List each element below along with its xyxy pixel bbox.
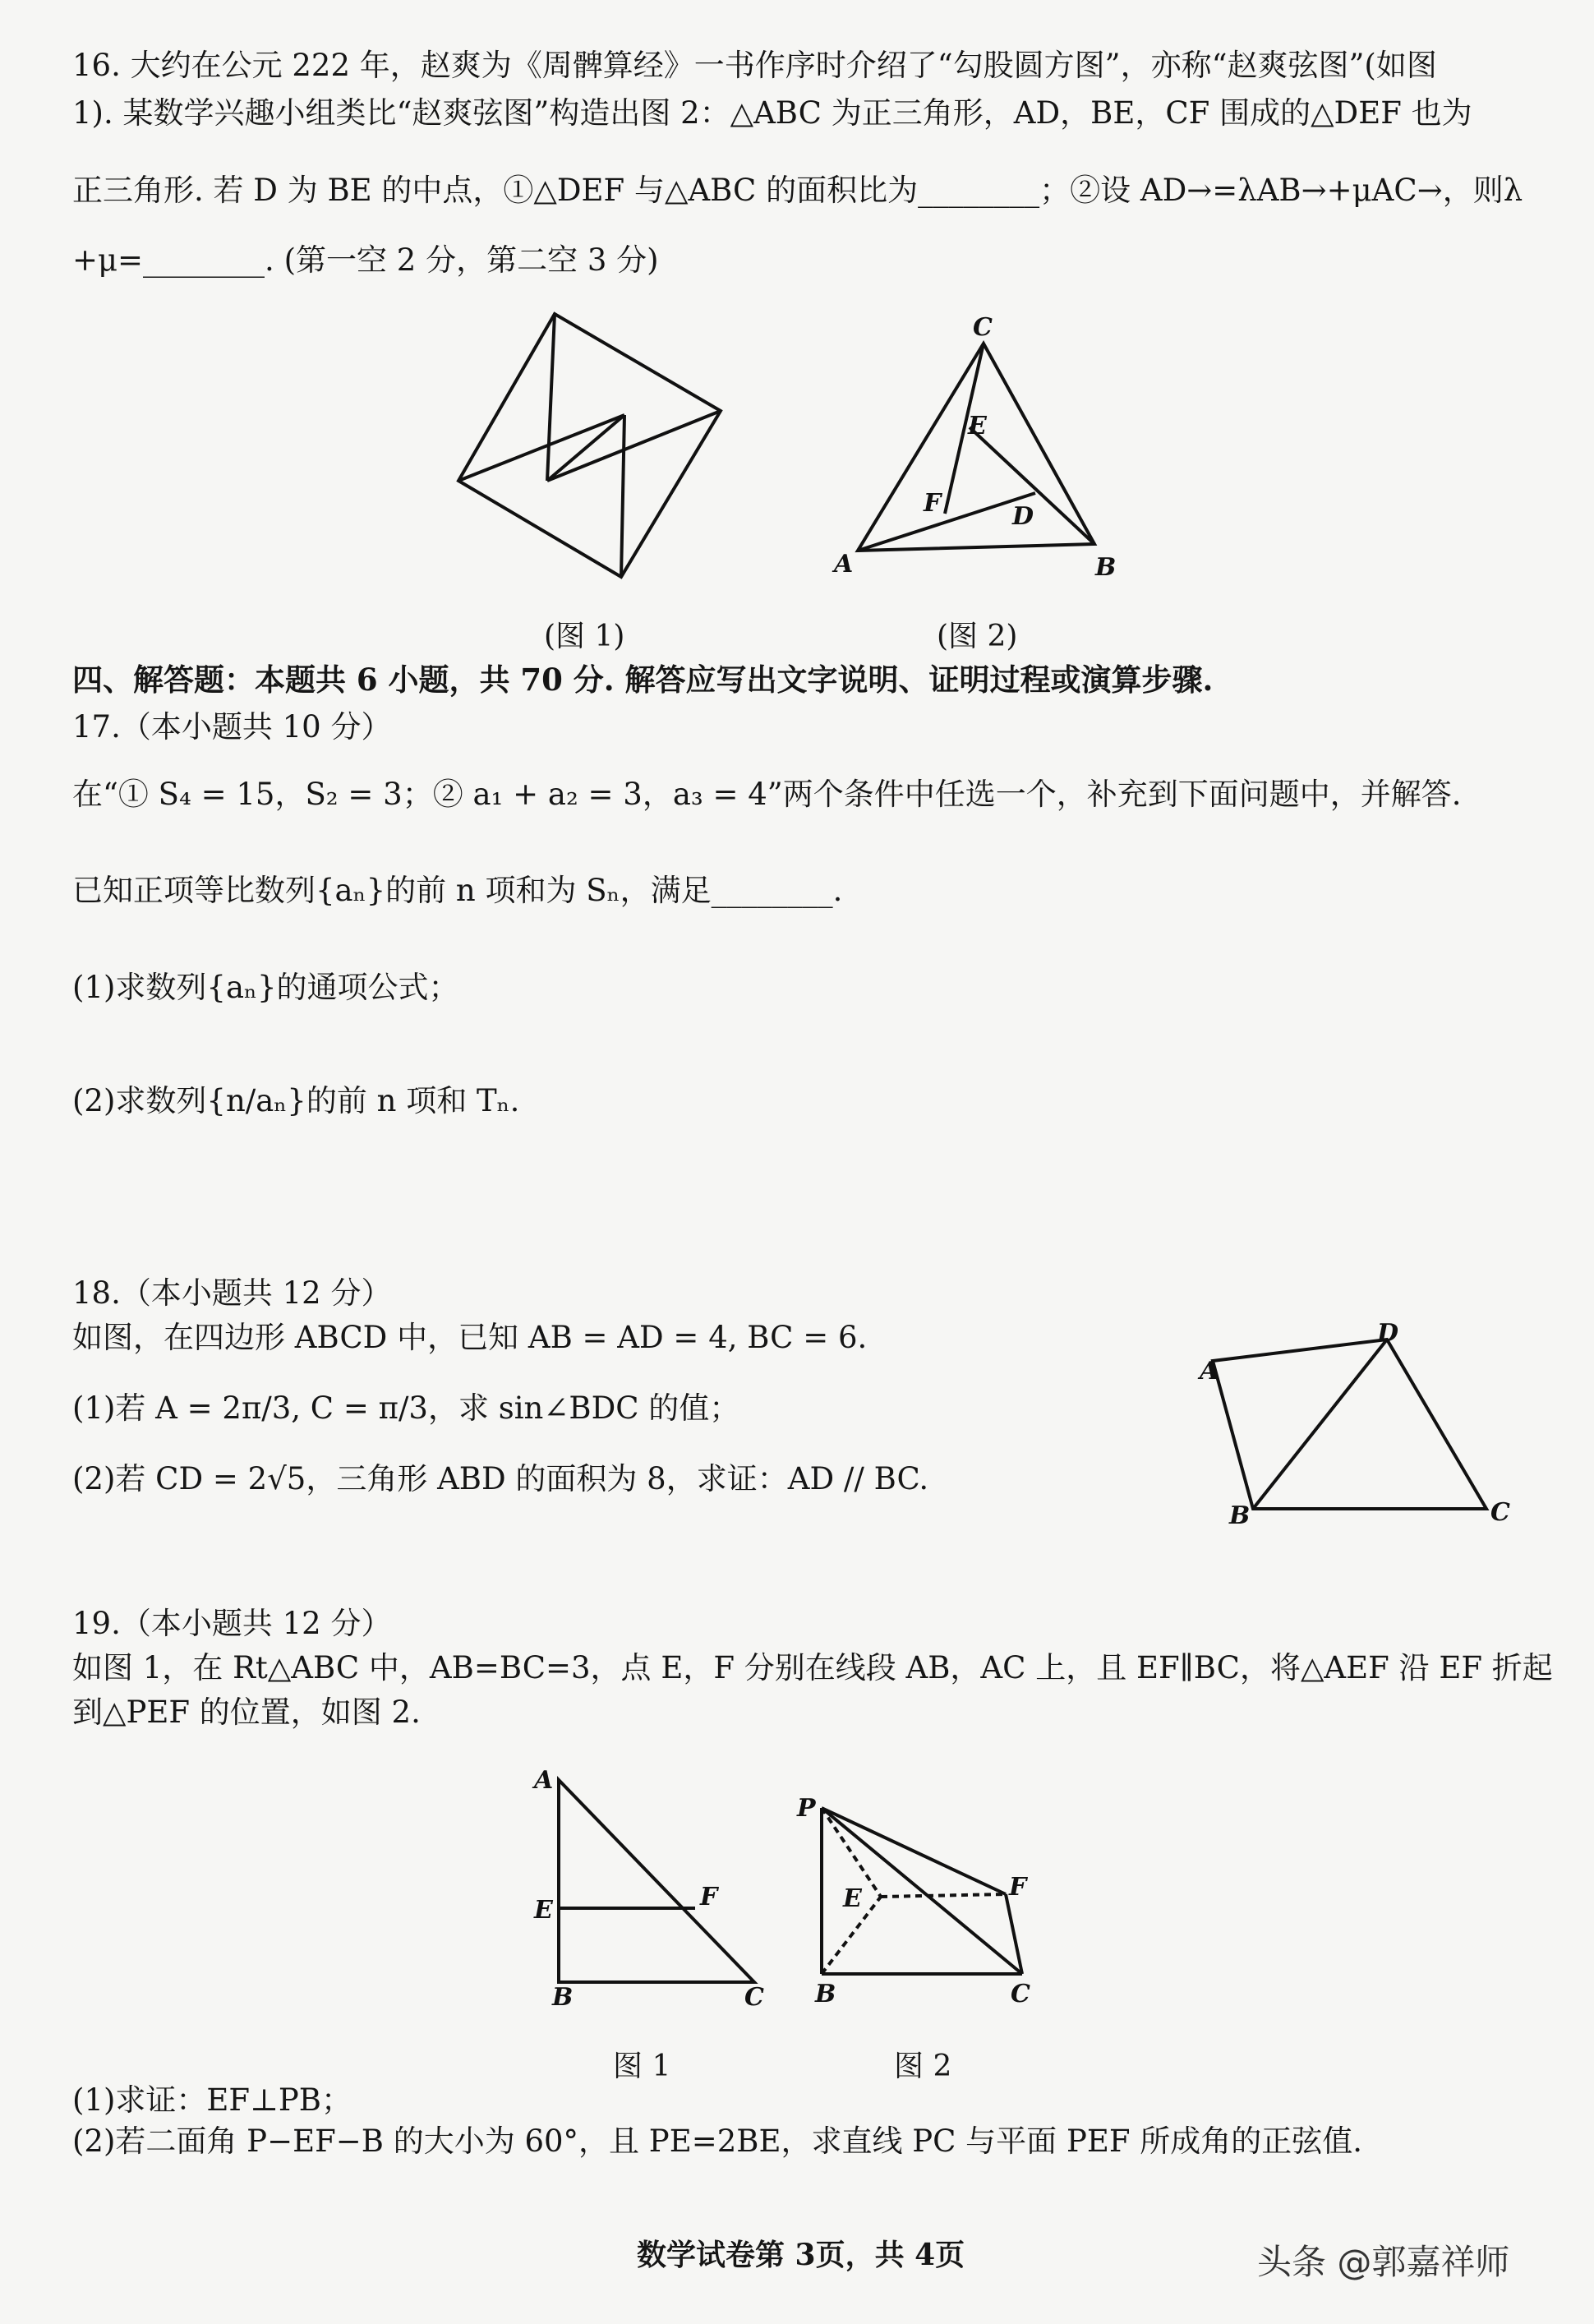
q16-line-3: 正三角形. 若 D 为 BE 的中点，①△DEF 与△ABC 的面积比为________；②设 AD→=λAB→+μAC→，则λ — [72, 173, 1523, 208]
label-B: B — [552, 1983, 574, 2012]
watermark: 头条 @郭嘉祥师 — [1257, 2242, 1510, 2282]
fig1-caption: (图 1) — [544, 620, 625, 653]
label-F: F — [700, 1883, 718, 1911]
label-A: A — [1200, 1357, 1219, 1386]
q19-line2: 到△PEF 的位置，如图 2. — [72, 1695, 421, 1730]
label-F: F — [1009, 1873, 1027, 1902]
q19-header: 19.（本小题共 12 分） — [72, 1606, 392, 1641]
zhao-shuang-figure — [458, 314, 721, 577]
q17-given: 已知正项等比数列{aₙ}的前 n 项和为 Sₙ，满足________. — [72, 873, 843, 908]
label-D: D — [1012, 502, 1034, 531]
q17-part2: (2)求数列{n/aₙ}的前 n 项和 Tₙ. — [72, 1083, 520, 1118]
q17-header: 17.（本小题共 10 分） — [72, 709, 392, 745]
q18-header: 18.（本小题共 12 分） — [72, 1275, 392, 1311]
label-A: A — [534, 1766, 554, 1795]
label-B: B — [815, 1980, 836, 2008]
q17-part1: (1)求数列{aₙ}的通项公式； — [72, 970, 459, 1005]
q19-line1: 如图 1，在 Rt△ABC 中，AB=BC=3，点 E，F 分别在线段 AB，AC 上，且 EF∥BC，将△AEF 沿 EF 折起 — [72, 1650, 1553, 1685]
q19-fig1-caption: 图 1 — [613, 2050, 671, 2083]
right-triangle-figure — [559, 1780, 754, 1982]
quadrilateral-figure — [1213, 1340, 1486, 1509]
section-heading: 四、解答题：本题共 6 小题，共 70 分. 解答应写出文字说明、证明过程或演算步骤. — [72, 662, 1214, 698]
page-footer: 数学试卷第 3页，共 4页 — [637, 2238, 965, 2272]
q19-part2: (2)若二面角 P−EF−B 的大小为 60°，且 PE=2BE，求直线 PC 与平面 PEF 所成角的正弦值. — [72, 2123, 1363, 2159]
q18-given: 如图，在四边形 ABCD 中，已知 AB = AD = 4, BC = 6. — [72, 1320, 868, 1355]
q19-fig2-caption: 图 2 — [894, 2050, 952, 2083]
q16-line-4: +μ=________. (第一空 2 分，第二空 3 分) — [72, 242, 659, 278]
label-D: D — [1377, 1319, 1399, 1348]
label-C: C — [1490, 1498, 1510, 1527]
q17-conditions: 在“① S₄ = 15，S₂ = 3；② a₁ + a₂ = 3，a₃ = 4”两个条件中任选一个，补充到下面问题中，并解答. — [72, 777, 1462, 812]
label-P: P — [797, 1794, 816, 1823]
q18-part2: (2)若 CD = 2√5，三角形 ABD 的面积为 8，求证：AD // BC. — [72, 1461, 929, 1496]
q16-line-2: 1). 某数学兴趣小组类比“赵爽弦图”构造出图 2：△ABC 为正三角形，AD，BE，CF 围成的△DEF 也为 — [72, 95, 1472, 131]
q18-part1: (1)若 A = 2π/3, C = π/3，求 sin∠BDC 的值； — [72, 1390, 740, 1426]
label-C: C — [1011, 1980, 1030, 2008]
triangle-figure — [858, 344, 1094, 551]
label-E: E — [534, 1896, 553, 1925]
label-C: C — [973, 313, 993, 342]
label-E: E — [968, 412, 987, 440]
fig2-caption: (图 2) — [937, 620, 1018, 653]
q19-part1: (1)求证：EF⊥PB； — [72, 2082, 352, 2118]
label-F: F — [924, 489, 942, 518]
label-E: E — [843, 1884, 862, 1913]
label-A: A — [834, 550, 854, 579]
label-B: B — [1229, 1501, 1251, 1530]
label-C: C — [744, 1983, 764, 2012]
label-B: B — [1095, 553, 1117, 582]
q16-line-1: 16. 大约在公元 222 年，赵爽为《周髀算经》一书作序时介绍了“勾股圆方图”，亦称“赵爽弦图”(如图 — [72, 48, 1437, 83]
